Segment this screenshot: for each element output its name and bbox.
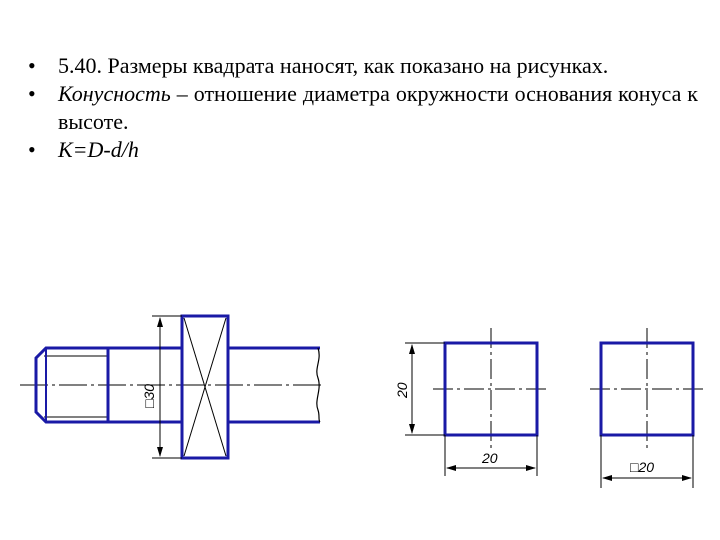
square-figure-linear — [405, 328, 550, 476]
dim-label-square30: □30 — [141, 383, 157, 408]
shaft-figure — [20, 316, 325, 458]
bullet-dot: • — [28, 53, 36, 78]
bullet-text: – отношение диаметра окружности основания конуса к высоте. — [58, 81, 698, 134]
term-taper: Конусность — [58, 81, 171, 106]
dim-arrow-up-mid — [409, 344, 415, 354]
bullet-dot: • — [28, 81, 36, 106]
dim-label-square20: □20 — [630, 459, 655, 475]
bullet-list — [28, 52, 698, 164]
bullet-item-taper-definition — [28, 80, 698, 136]
dim-arrow-down — [157, 447, 163, 457]
dim-arrow-left-right — [602, 475, 612, 481]
bullet-item-square-dimensions — [28, 52, 698, 80]
dim-arrow-up — [157, 317, 163, 327]
bullet-item-formula — [28, 136, 698, 164]
dim-arrow-right-right — [682, 475, 692, 481]
dim-label-horizontal-20: 20 — [482, 450, 498, 466]
dim-arrow-left-mid — [446, 465, 456, 471]
dim-arrow-right-mid — [526, 465, 536, 471]
bullet-dot: • — [28, 137, 36, 162]
formula: K=D-d/h — [58, 137, 139, 162]
technical-drawing — [0, 290, 720, 500]
dim-arrow-down-mid — [409, 424, 415, 434]
bullet-text: 5.40. Размеры квадрата наносят, как показано на рисунках. — [58, 53, 609, 78]
dim-label-vertical-20: 20 — [394, 382, 410, 398]
